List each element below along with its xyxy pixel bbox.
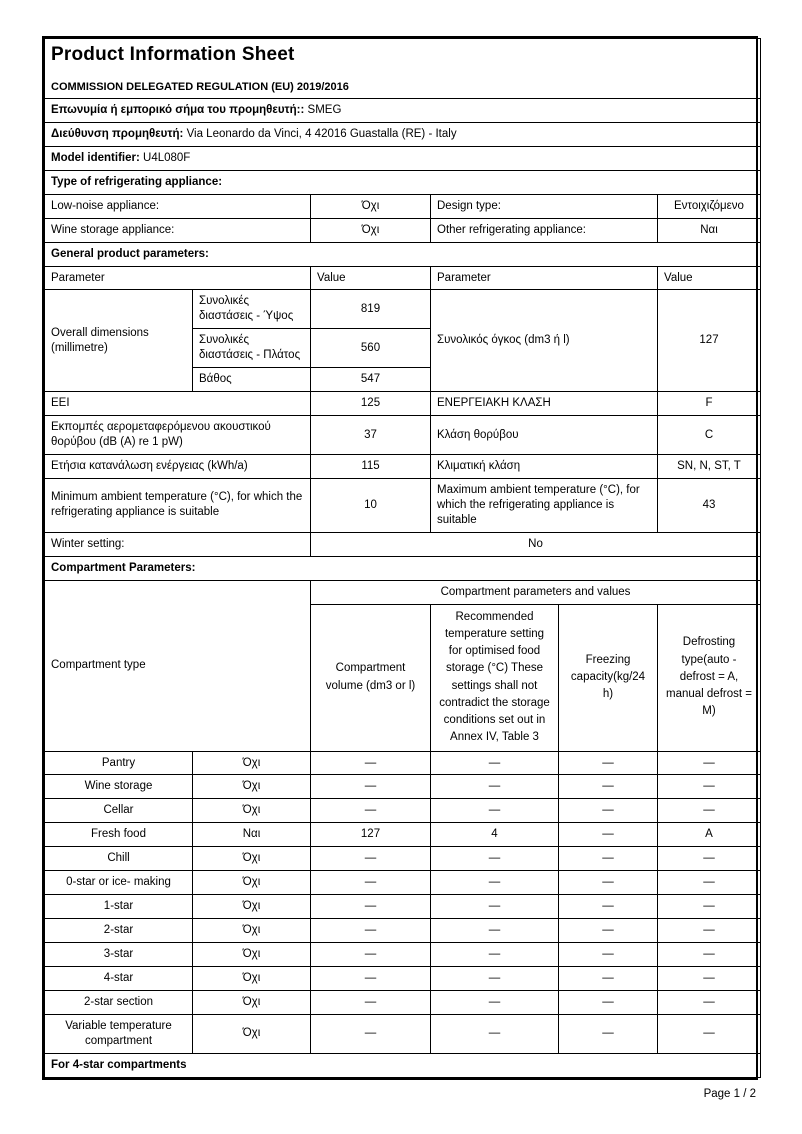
compartment-volume: —: [311, 799, 431, 823]
compartment-freezing: —: [559, 966, 658, 990]
compartment-volume: —: [311, 943, 431, 967]
compartment-group-header-row: [45, 580, 761, 604]
compartment-name: 0-star or ice- making: [45, 871, 193, 895]
type-section-heading-row: [45, 170, 761, 194]
general-param-row: [45, 392, 761, 416]
compartment-present: Όχι: [193, 966, 311, 990]
dimensions-label: Overall dimensions (millimetre): [45, 290, 193, 392]
model-identifier-row: [45, 146, 761, 170]
compartment-name: Fresh food: [45, 823, 193, 847]
four-star-heading: For 4-star compartments: [45, 1053, 761, 1077]
compartment-defrost: —: [658, 751, 761, 775]
general-param-row: [45, 454, 761, 478]
value-header: Value: [658, 266, 761, 290]
param-value: SN, N, ST, T: [658, 454, 761, 478]
supplier-name-value: SMEG: [307, 103, 342, 116]
type-label: Other refrigerating appliance:: [431, 218, 658, 242]
compartment-temp: —: [431, 871, 559, 895]
param-label: Maximum ambient temperature (°C), for which the refrigerating appliance is suitable: [431, 478, 658, 532]
param-value: 10: [311, 478, 431, 532]
param-value: 43: [658, 478, 761, 532]
title-row: [45, 39, 761, 99]
compartment-row: [45, 751, 761, 775]
general-param-row: [45, 478, 761, 532]
supplier-address-value: Via Leonardo da Vinci, 4 42016 Guastalla (RE) - Italy: [186, 127, 457, 140]
supplier-address-row: [45, 122, 761, 146]
compartment-temp: —: [431, 1014, 559, 1053]
compartment-row: [45, 943, 761, 967]
volume-label: Συνολικός όγκος (dm3 ή l): [431, 290, 658, 392]
type-section-heading: Type of refrigerating appliance:: [45, 170, 761, 194]
page-number: Page 1 / 2: [703, 1087, 756, 1100]
four-star-heading-row: [45, 1053, 761, 1077]
type-label: Wine storage appliance:: [45, 218, 311, 242]
compartment-volume: —: [311, 847, 431, 871]
compartment-defrost: —: [658, 847, 761, 871]
value-header: Value: [311, 266, 431, 290]
param-label: Ετήσια κατανάλωση ενέργειας (kWh/a): [45, 454, 311, 478]
regulation-subtitle: COMMISSION DELEGATED REGULATION (EU) 2019/2016: [51, 80, 349, 93]
compartment-row: [45, 847, 761, 871]
compartment-defrost: —: [658, 1014, 761, 1053]
type-value: Όχι: [311, 194, 431, 218]
param-value: F: [658, 392, 761, 416]
general-section-heading-row: [45, 242, 761, 266]
compartment-name: 1-star: [45, 895, 193, 919]
compartment-freezing: —: [559, 1014, 658, 1053]
param-label: Κλιματική κλάση: [431, 454, 658, 478]
compartment-defrost: —: [658, 871, 761, 895]
compartment-name: Wine storage: [45, 775, 193, 799]
compartment-temp: —: [431, 895, 559, 919]
compartment-defrost: —: [658, 799, 761, 823]
compartment-present: Όχι: [193, 1014, 311, 1053]
compartment-name: 3-star: [45, 943, 193, 967]
compartment-row: [45, 919, 761, 943]
compartment-row: [45, 799, 761, 823]
type-row: [45, 218, 761, 242]
compartment-row: [45, 823, 761, 847]
winter-setting-value: No: [311, 532, 761, 556]
compartment-present: Όχι: [193, 775, 311, 799]
model-identifier-label: Model identifier:: [51, 151, 140, 164]
col-header-volume: Compartment volume (dm3 or l): [311, 604, 431, 751]
compartment-volume: —: [311, 1014, 431, 1053]
title-cell: [45, 39, 761, 99]
compartment-volume: —: [311, 751, 431, 775]
supplier-name-cell: [45, 98, 761, 122]
compartment-defrost: —: [658, 919, 761, 943]
compartment-present: Όχι: [193, 919, 311, 943]
dimension-sub-label: Συνολικές διαστάσεις - Ύψος: [193, 290, 311, 329]
product-info-table: [44, 38, 761, 1078]
compartment-name: 4-star: [45, 966, 193, 990]
compartment-temp: 4: [431, 823, 559, 847]
compartment-freezing: —: [559, 823, 658, 847]
dimension-value: 819: [311, 290, 431, 329]
compartment-name: Chill: [45, 847, 193, 871]
compartment-freezing: —: [559, 775, 658, 799]
dimension-value: 547: [311, 368, 431, 392]
winter-setting-label: Winter setting:: [45, 532, 311, 556]
compartment-volume: —: [311, 919, 431, 943]
compartment-present: Όχι: [193, 895, 311, 919]
compartment-freezing: —: [559, 847, 658, 871]
general-section-heading: General product parameters:: [45, 242, 761, 266]
compartment-row: [45, 966, 761, 990]
page-title: Product Information Sheet: [51, 44, 295, 65]
compartment-temp: —: [431, 799, 559, 823]
compartment-row: [45, 871, 761, 895]
compartment-freezing: —: [559, 871, 658, 895]
compartment-volume: —: [311, 990, 431, 1014]
type-label: Low-noise appliance:: [45, 194, 311, 218]
compartment-defrost: —: [658, 990, 761, 1014]
compartment-temp: —: [431, 966, 559, 990]
compartment-defrost: —: [658, 943, 761, 967]
compartment-freezing: —: [559, 895, 658, 919]
compartment-name: Pantry: [45, 751, 193, 775]
param-value: 115: [311, 454, 431, 478]
compartment-present: Όχι: [193, 847, 311, 871]
compartment-temp: —: [431, 990, 559, 1014]
compartment-volume: —: [311, 775, 431, 799]
compartment-defrost: A: [658, 823, 761, 847]
compartment-defrost: —: [658, 966, 761, 990]
dimension-sub-label: Βάθος: [193, 368, 311, 392]
compartment-freezing: —: [559, 943, 658, 967]
param-label: Κλάση θορύβου: [431, 416, 658, 455]
compartment-temp: —: [431, 943, 559, 967]
supplier-address-label: Διεύθυνση προμηθευτή:: [51, 127, 184, 140]
col-header-temperature: Recommended temperature setting for optimised food storage (°C) These settings shall not contradict the storage conditions set out in Annex IV, Table 3: [431, 604, 559, 751]
compartment-volume: —: [311, 895, 431, 919]
compartment-present: Ναι: [193, 823, 311, 847]
compartment-volume: —: [311, 966, 431, 990]
compartment-temp: —: [431, 775, 559, 799]
compartment-freezing: —: [559, 799, 658, 823]
compartment-name: 2-star: [45, 919, 193, 943]
compartment-present: Όχι: [193, 751, 311, 775]
compartment-temp: —: [431, 919, 559, 943]
compartment-row: [45, 990, 761, 1014]
compartment-volume: —: [311, 871, 431, 895]
param-label: EEI: [45, 392, 311, 416]
compartment-temp: —: [431, 847, 559, 871]
param-header: Parameter: [45, 266, 311, 290]
compartment-freezing: —: [559, 919, 658, 943]
param-label: Minimum ambient temperature (°C), for which the refrigerating appliance is suitable: [45, 478, 311, 532]
compartment-defrost: —: [658, 775, 761, 799]
general-param-row: [45, 416, 761, 455]
type-label: Design type:: [431, 194, 658, 218]
compartment-defrost: —: [658, 895, 761, 919]
supplier-address-cell: [45, 122, 761, 146]
compartment-row: [45, 895, 761, 919]
compartment-name: Cellar: [45, 799, 193, 823]
compartment-temp: —: [431, 751, 559, 775]
compartment-section-heading: Compartment Parameters:: [45, 556, 761, 580]
param-header-row: [45, 266, 761, 290]
model-identifier-value: U4L080F: [143, 151, 191, 164]
compartment-group-header: Compartment parameters and values: [311, 580, 761, 604]
compartment-row: [45, 775, 761, 799]
col-header-freezing: Freezing capacity(kg/24 h): [559, 604, 658, 751]
compartment-freezing: —: [559, 990, 658, 1014]
winter-setting-row: [45, 532, 761, 556]
dimension-value: 560: [311, 329, 431, 368]
compartment-section-heading-row: [45, 556, 761, 580]
param-label: Εκπομπές αερομεταφερόμενου ακουστικού θορύβου (dB (A) re 1 pW): [45, 416, 311, 455]
type-row: [45, 194, 761, 218]
type-value: Εντοιχιζόμενο: [658, 194, 761, 218]
compartment-present: Όχι: [193, 943, 311, 967]
type-value: Ναι: [658, 218, 761, 242]
param-header: Parameter: [431, 266, 658, 290]
col-header-defrost: Defrosting type(auto - defrost = A, manual defrost = M): [658, 604, 761, 751]
type-value: Όχι: [311, 218, 431, 242]
compartment-volume: 127: [311, 823, 431, 847]
compartment-row: [45, 1014, 761, 1053]
compartment-present: Όχι: [193, 871, 311, 895]
supplier-name-row: [45, 98, 761, 122]
dimension-row: [45, 290, 761, 329]
param-value: 125: [311, 392, 431, 416]
compartment-name: Variable temperature compartment: [45, 1014, 193, 1053]
dimension-sub-label: Συνολικές διαστάσεις - Πλάτος: [193, 329, 311, 368]
param-label: ΕΝΕΡΓΕΙΑΚΗ ΚΛΑΣΗ: [431, 392, 658, 416]
compartment-type-header: Compartment type: [45, 580, 311, 751]
model-identifier-cell: [45, 146, 761, 170]
volume-value: 127: [658, 290, 761, 392]
compartment-present: Όχι: [193, 799, 311, 823]
compartment-present: Όχι: [193, 990, 311, 1014]
param-value: 37: [311, 416, 431, 455]
compartment-name: 2-star section: [45, 990, 193, 1014]
compartment-freezing: —: [559, 751, 658, 775]
param-value: C: [658, 416, 761, 455]
product-info-sheet: [42, 36, 758, 1080]
supplier-name-label: Επωνυμία ή εμπορικό σήμα του προμηθευτή::: [51, 103, 305, 116]
